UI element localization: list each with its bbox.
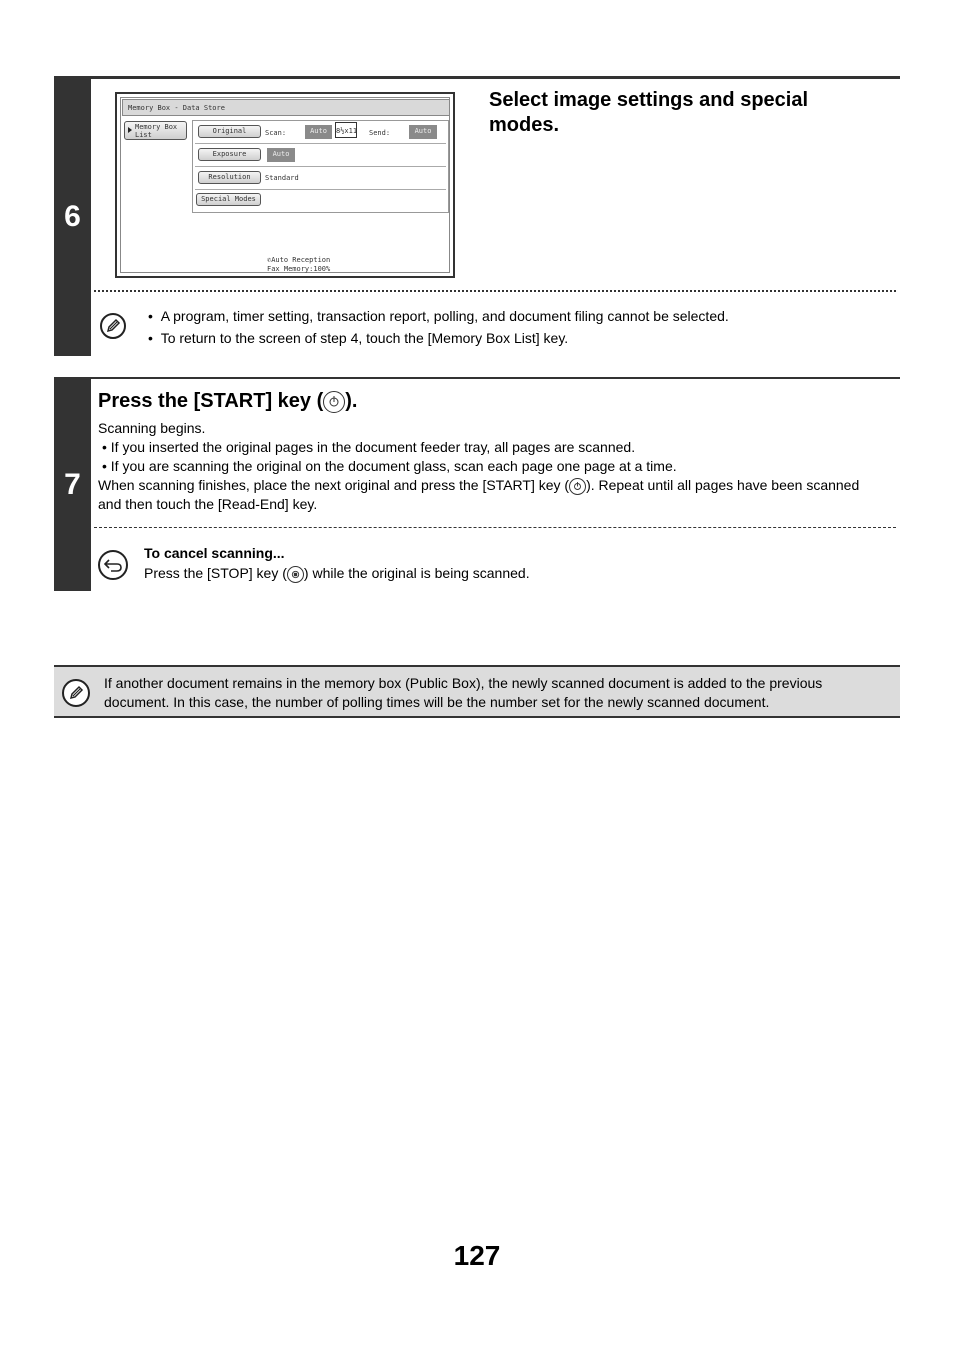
status-area	[267, 256, 330, 274]
arrow-right-icon	[128, 127, 132, 133]
step-6-title: Select image settings and special modes.	[489, 89, 809, 136]
original-button[interactable]: Original	[198, 125, 261, 138]
exposure-button[interactable]: Exposure	[198, 148, 261, 161]
start-key-icon	[323, 391, 345, 413]
step-7-divider	[94, 527, 896, 528]
screen-mockup	[115, 92, 455, 278]
memory-box-list-button[interactable]	[124, 121, 187, 140]
stop-key-icon	[287, 566, 304, 583]
scanning-begins: Scanning begins.	[98, 420, 206, 436]
row-divider	[195, 143, 446, 144]
list-item: • If you are scanning the original on the document glass, scan each page one page at a time.	[102, 458, 677, 474]
step-7-top-rule	[54, 377, 900, 379]
memo-pencil-icon	[100, 313, 126, 339]
finish-instructions: When scanning finishes, place the next original and press the [START] key ( ). Repeat until all pages have been scanned	[98, 477, 860, 493]
list-item: • A program, timer setting, transaction report, polling, and document filing cannot be selected.	[148, 308, 729, 324]
send-value: Auto	[409, 125, 437, 139]
step-6-notes	[148, 307, 888, 348]
resolution-button[interactable]: Resolution	[198, 171, 261, 184]
screen-header-bar: Memory Box - Data Store	[122, 99, 450, 116]
row-divider	[195, 166, 446, 167]
memory-box-list-label: Memory Box List	[135, 123, 178, 139]
scan-value: Auto	[305, 125, 332, 139]
exposure-value: Auto	[267, 148, 295, 162]
special-modes-button[interactable]: Special Modes	[196, 193, 261, 206]
status-fax-memory: Fax Memory:100%	[267, 265, 331, 273]
step-number-6: 6	[54, 77, 91, 356]
note-box	[54, 665, 900, 718]
note-line-1: If another document remains in the memory box (Public Box), the newly scanned document is added to the previous	[104, 675, 823, 691]
step-6-divider	[94, 290, 896, 292]
cancel-text: Press the [STOP] key ( ) while the original is being scanned.	[144, 565, 530, 581]
list-item: • If you inserted the original pages in the document feeder tray, all pages are scanned.	[102, 439, 636, 455]
send-label: Send:	[369, 129, 391, 137]
finish-instructions-line2: and then touch the [Read-End] key.	[98, 496, 318, 512]
step-6-top-rule	[54, 76, 900, 79]
list-item: • To return to the screen of step 4, touch the [Memory Box List] key.	[148, 330, 569, 346]
cancel-return-icon	[98, 550, 128, 580]
step-number-7: 7	[54, 379, 91, 591]
cancel-title: To cancel scanning...	[144, 545, 285, 561]
start-key-icon	[569, 478, 586, 495]
phone-icon: ✆	[267, 256, 272, 264]
step-7-body	[98, 419, 898, 514]
note-text	[104, 674, 894, 712]
memo-pencil-icon	[62, 679, 90, 707]
resolution-value: Standard	[265, 174, 299, 182]
paper-size-indicator: 8½x11	[335, 122, 357, 138]
scan-label: Scan:	[265, 129, 287, 137]
step-7-title: Press the [START] key ( ).	[98, 390, 358, 412]
note-line-2: document. In this case, the number of polling times will be the number set for the newly scanned document.	[104, 694, 770, 710]
status-reception: Auto Reception	[271, 256, 331, 264]
row-divider	[195, 189, 446, 190]
page-number: 127	[453, 1240, 501, 1271]
